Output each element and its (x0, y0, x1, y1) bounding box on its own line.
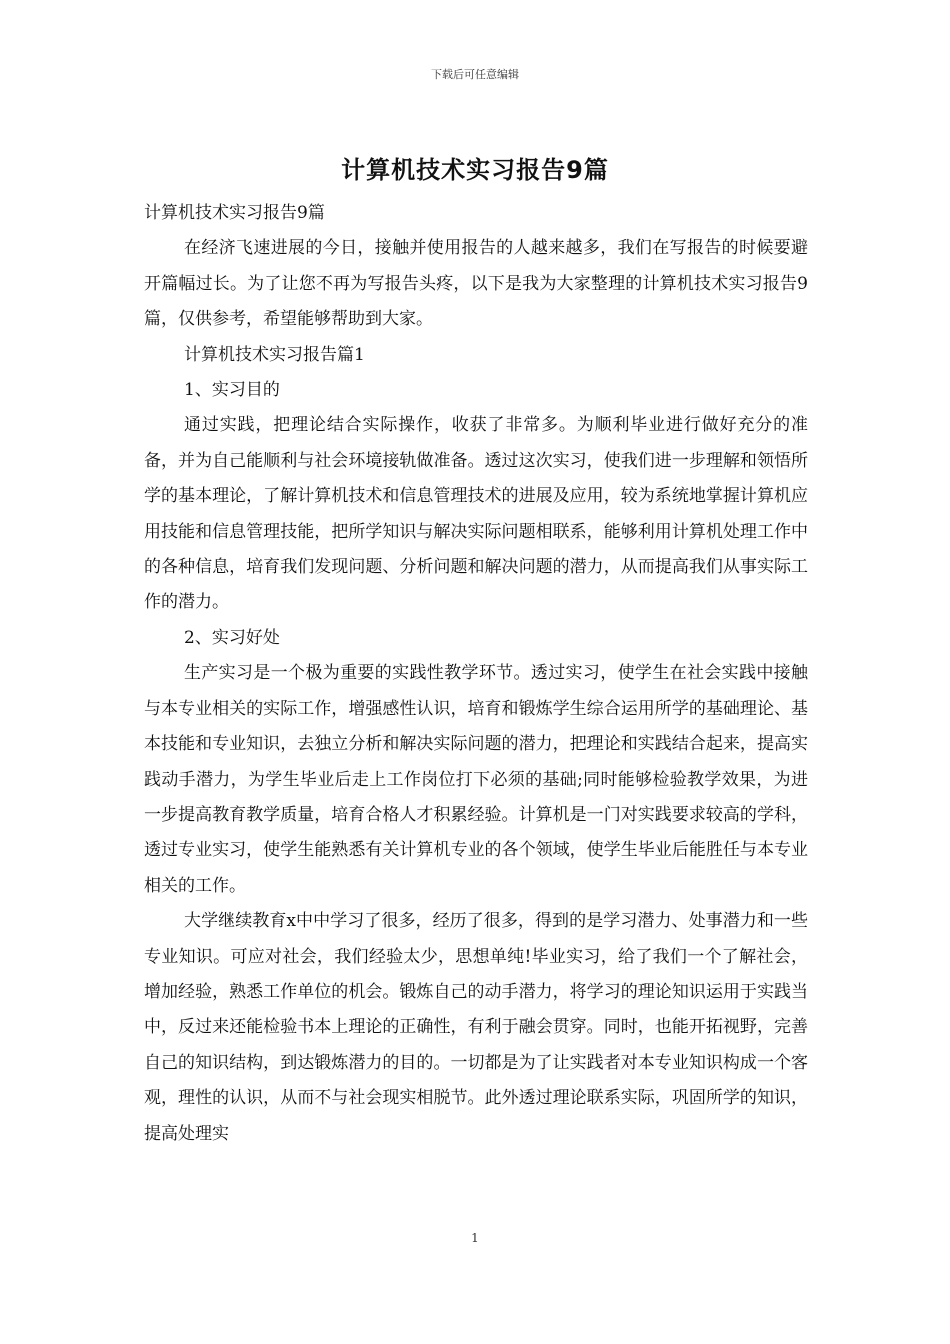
subsection-heading: 2、实习好处 (184, 627, 280, 648)
intro-paragraph: 在经济飞速进展的今日，接触并使用报告的人越来越多，我们在写报告的时候要避开篇幅过长。为了让您不再为写报告头疼，以下是我为大家整理的计算机技术实习报告9篇，仅供参考，希望能够帮助到大家。 (144, 238, 808, 330)
document-body (144, 196, 808, 1152)
section-heading: 计算机技术实习报告篇1 (184, 344, 365, 365)
body-paragraph: 通过实践，把理论结合实际操作，收获了非常多。为顺利毕业进行做好充分的准备，并为自己能顺利与社会环境接轨做准备。透过这次实习，使我们进一步理解和领悟所学的基本理论，了解计算机技术和信息管理技术的进展及应用，较为系统地掌握计算机应用技能和信息管理技能，把所学知识与解决实际问题相联系，能够利用计算机处理工作中的各种信息，培育我们发现问题、分析问题和解决问题的潜力，从而提高我们从事实际工作的潜力。 (144, 415, 808, 613)
header-note: 下载后可任意编辑 (431, 68, 519, 81)
page-number: 1 (471, 1231, 479, 1245)
body-paragraph: 生产实习是一个极为重要的实践性教学环节。透过实习，使学生在社会实践中接触与本专业相关的实际工作，增强感性认识，培育和锻炼学生综合运用所学的基础理论、基本技能和专业知识，去独立分析和解决实际问题的潜力，把理论和实践结合起来，提高实践动手潜力，为学生毕业后走上工作岗位打下必须的基础;同时能够检验教学效果，为进一步提高教育教学质量，培育合格人才积累经验。计算机是一门对实践要求较高的学科，透过专业实习，使学生能熟悉有关计算机专业的各个领域，使学生毕业后能胜任与本专业相关的工作。 (144, 663, 808, 896)
document-title: 计算机技术实习报告9篇 (341, 156, 609, 184)
subsection-heading: 1、实习目的 (184, 380, 280, 401)
subtitle-paragraph: 计算机技术实习报告9篇 (144, 203, 325, 223)
body-paragraph: 大学继续教育x中中学习了很多，经历了很多，得到的是学习潜力、处事潜力和一些专业知识。可应对社会，我们经验太少，思想单纯!毕业实习，给了我们一个了解社会，增加经验，熟悉工作单位的机会。锻炼自己的动手潜力，将学习的理论知识运用于实践当中，反过来还能检验书本上理论的正确性，有利于融会贯穿。同时，也能开拓视野，完善自己的知识结构，到达锻炼潜力的目的。一切都是为了让实践者对本专业知识构成一个客观，理性的认识，从而不与社会现实相脱节。此外透过理论联系实际，巩固所学的知识，提高处理实 (144, 911, 808, 1144)
